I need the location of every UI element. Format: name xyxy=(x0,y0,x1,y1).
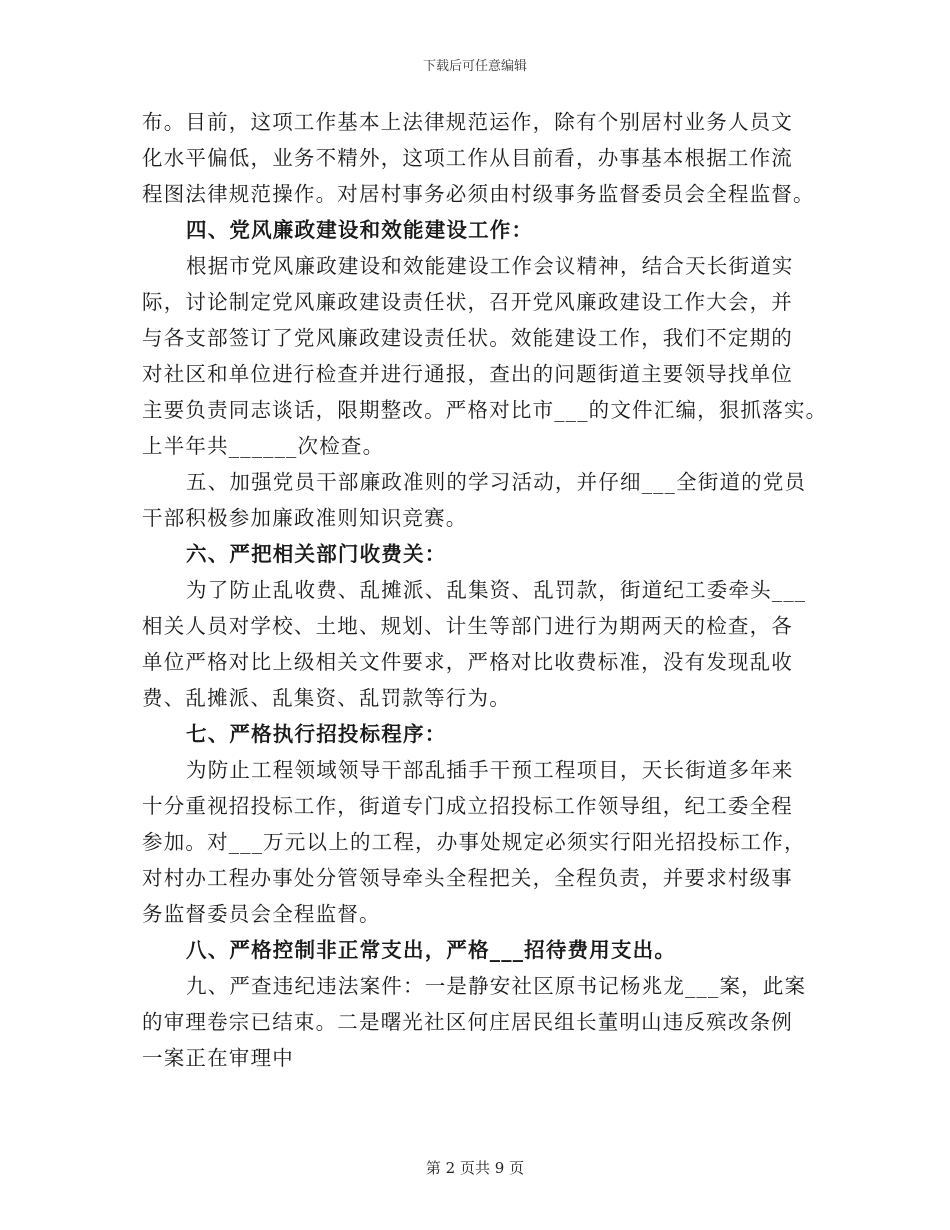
text-line: 一案正在审理中 xyxy=(142,1046,294,1070)
text-line: 的审理卷宗已结束。二是曙光社区何庄居民组长董明山违反殡改条例 xyxy=(142,1010,793,1034)
text-line: 根据市党风廉政建设和效能建设工作会议精神，结合天长街道实 xyxy=(186,254,794,278)
text-line: 为了防止乱收费、乱摊派、乱集资、乱罚款，街道纪工委牵头___ xyxy=(186,578,807,602)
section-heading: 八、严格控制非正常支出，严格___招待费用支出。 xyxy=(186,938,677,962)
text-line: 主要负责同志谈话，限期整改。严格对比市___的文件汇编，狠抓落实。 xyxy=(142,398,828,422)
text-line: 参加。对___万元以上的工程，办事处规定必须实行阳光招投标工作， xyxy=(142,830,806,854)
text-line: 五、加强党员干部廉政准则的学习活动，并仔细___全街道的党员 xyxy=(186,470,807,494)
text-line: 与各支部签订了党风廉政建设责任状。效能建设工作，我们不定期的 xyxy=(142,326,793,350)
section-heading: 六、严把相关部门收费关： xyxy=(186,542,447,566)
text-line: 十分重视招投标工作，街道专门成立招投标工作领导组，纪工委全程 xyxy=(142,794,793,818)
page-footer: 第 2 页共 9 页 xyxy=(425,1159,525,1177)
text-line: 九、严查违纪违法案件：一是静安社区原书记杨兆龙___案，此案 xyxy=(186,974,807,998)
text-line: 务监督委员会全程监督。 xyxy=(142,902,381,926)
text-line: 布。目前，这项工作基本上法律规范运作，除有个别居村业务人员文 xyxy=(142,110,793,134)
text-line: 化水平偏低，业务不精外，这项工作从目前看，办事基本根据工作流 xyxy=(142,146,793,170)
text-line: 单位严格对比上级相关文件要求，严格对比收费标准，没有发现乱收 xyxy=(142,650,793,674)
text-line: 相关人员对学校、土地、规划、计生等部门进行为期两天的检查，各 xyxy=(142,614,793,638)
page-header: 下载后可任意编辑 xyxy=(422,59,527,74)
document-body xyxy=(142,104,828,1076)
section-heading: 四、党风廉政建设和效能建设工作： xyxy=(186,218,534,242)
text-line: 对村办工程办事处分管领导牵头全程把关，全程负责，并要求村级事 xyxy=(142,866,793,890)
text-line: 干部积极参加廉政准则知识竞赛。 xyxy=(142,506,468,530)
section-heading: 七、严格执行招投标程序： xyxy=(186,722,447,746)
text-line: 上半年共______次检查。 xyxy=(142,434,385,458)
text-line: 际，讨论制定党风廉政建设责任状，召开党风廉政建设工作大会，并 xyxy=(142,290,793,314)
text-line: 为防止工程领域领导干部乱插手干预工程项目，天长街道多年来 xyxy=(186,758,794,782)
text-line: 费、乱摊派、乱集资、乱罚款等行为。 xyxy=(142,686,511,710)
text-line: 对社区和单位进行检查并进行通报，查出的问题街道主要领导找单位 xyxy=(142,362,793,386)
text-line: 程图法律规范操作。对居村事务必须由村级事务监督委员会全程监督。 xyxy=(142,182,815,206)
